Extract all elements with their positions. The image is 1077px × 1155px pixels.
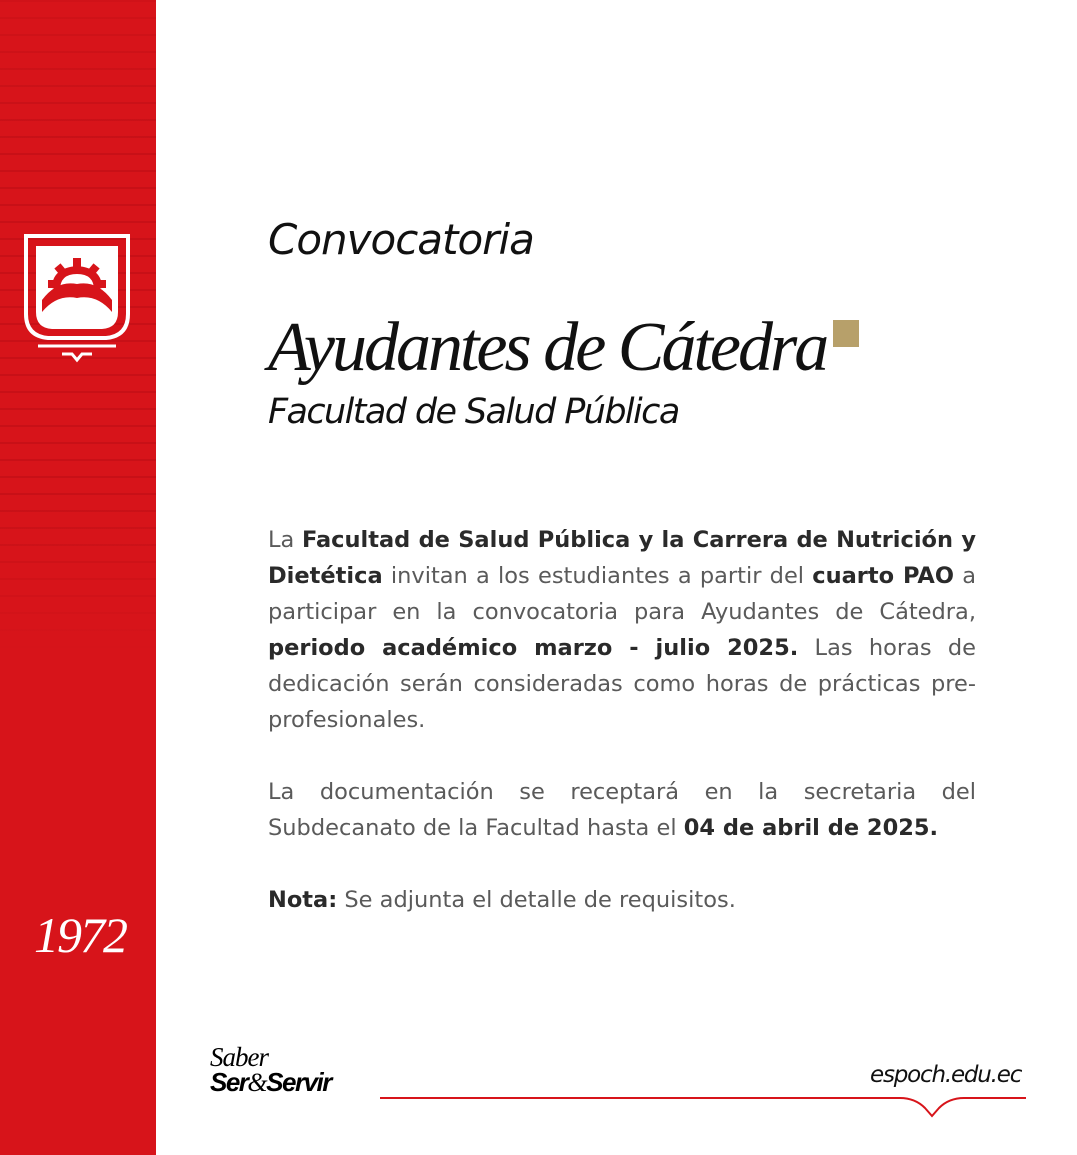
text-segment: a participar en la convocatoria para Ayudantes de Cátedra,	[268, 563, 976, 625]
espoch-shield-icon	[22, 232, 132, 372]
footer-divider-line	[380, 1090, 1030, 1120]
bold-segment: Nota:	[268, 887, 338, 913]
bold-segment: 04 de abril de 2025.	[683, 815, 939, 841]
bold-segment: cuarto PAO	[812, 563, 954, 589]
slogan-line1: Saber	[210, 1042, 268, 1072]
text-segment: Las horas de dedicación serán consideradas como horas de prácticas pre-profesionales.	[268, 635, 976, 733]
gold-accent-square	[833, 320, 859, 347]
text-segment: La	[268, 527, 302, 553]
bold-segment: periodo académico marzo - julio 2025.	[268, 635, 799, 661]
paragraph-deadline	[268, 774, 976, 846]
text-segment: Se adjunta el detalle de requisitos.	[337, 887, 736, 913]
text-segment: invitan a los estudiantes a partir del	[382, 563, 813, 589]
founding-year: 1972	[34, 907, 126, 963]
website-link[interactable]: espoch.edu.ec	[870, 1062, 1022, 1088]
bold-segment: Facultad de Salud Pública y la Carrera de Nutrición y Dietética	[268, 527, 976, 589]
pre-title: Convocatoria	[268, 215, 534, 264]
slogan-ser: Ser	[210, 1067, 248, 1097]
paragraph-announcement	[268, 522, 976, 738]
page-title: Ayudantes de Cátedra	[268, 309, 827, 386]
slogan-amp: &	[247, 1068, 267, 1097]
slogan	[210, 1044, 331, 1095]
red-sidebar	[0, 0, 156, 1155]
paragraph-note	[268, 882, 976, 918]
slogan-line2	[210, 1067, 331, 1097]
slogan-servir: Servir	[266, 1067, 331, 1097]
text-segment: La documentación se receptará en la secretaria del Subdecanato de la Facultad hasta el	[268, 779, 976, 841]
page-subtitle: Facultad de Salud Pública	[268, 392, 679, 432]
